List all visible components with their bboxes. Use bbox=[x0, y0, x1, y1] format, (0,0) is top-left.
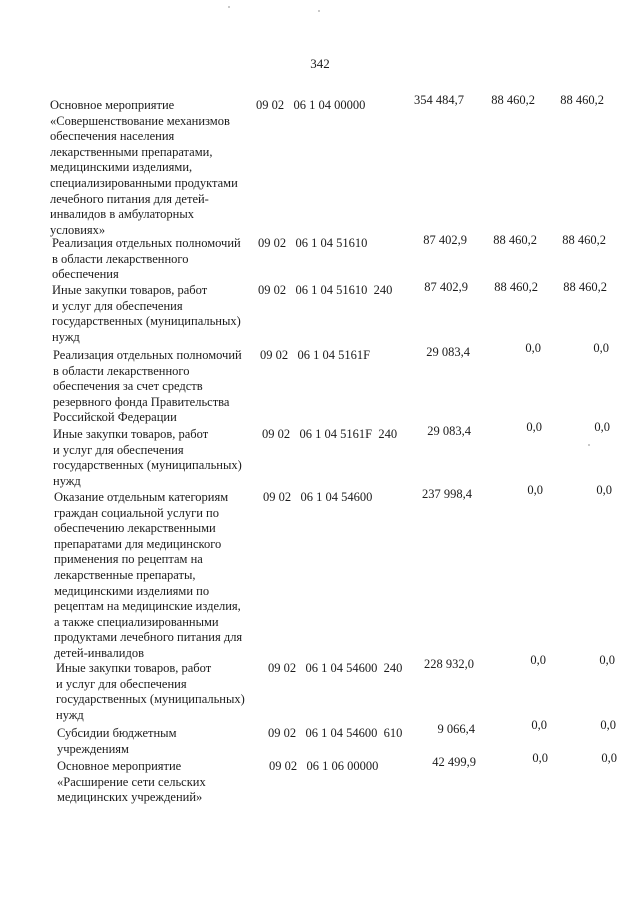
row-code: 09 02 06 1 04 54600 240 bbox=[268, 661, 403, 675]
row-value-1: 354 484,7 bbox=[414, 93, 464, 107]
row-value-2: 0,0 bbox=[526, 420, 542, 434]
row-value-3: 0,0 bbox=[600, 718, 616, 732]
row-description: Иные закупки товаров, работ и услуг для обеспечения государственных (муниципальных) нужд bbox=[56, 661, 245, 722]
row-value-2: 0,0 bbox=[531, 718, 547, 732]
row-value-2: 88 460,2 bbox=[491, 93, 535, 107]
row-value-3: 88 460,2 bbox=[562, 233, 606, 247]
row-description: Реализация отдельных полномочий в области лекарственного обеспечения bbox=[52, 236, 241, 282]
row-value-1: 9 066,4 bbox=[437, 722, 475, 736]
row-value-3: 0,0 bbox=[601, 751, 617, 765]
row-description: Субсидии бюджетным учреждениям bbox=[57, 726, 177, 756]
row-value-1: 87 402,9 bbox=[424, 280, 468, 294]
row-code: 09 02 06 1 04 5161F bbox=[260, 348, 371, 362]
row-code: 09 02 06 1 06 00000 bbox=[269, 759, 379, 773]
row-description: Реализация отдельных полномочий в области лекарственного обеспечения за счет средств резервного фонда Правительства Российской Федерации bbox=[53, 348, 242, 425]
row-value-2: 0,0 bbox=[530, 653, 546, 667]
row-value-3: 88 460,2 bbox=[560, 93, 604, 107]
row-description: Оказание отдельным категориям граждан социальной услуги по обеспечению лекарственными препаратами для медицинского применения по рецептам на лекарственные препараты, медицинскими изделиями по рецептам на медицинские изделия, а также специализированными продуктами лечебного питания для детей-инвалидов bbox=[54, 490, 243, 660]
scan-speck bbox=[588, 444, 590, 446]
row-description: Иные закупки товаров, работ и услуг для обеспечения государственных (муниципальных) нужд bbox=[52, 283, 241, 344]
row-value-1: 237 998,4 bbox=[422, 487, 472, 501]
row-code: 09 02 06 1 04 51610 240 bbox=[258, 283, 393, 297]
row-value-2: 0,0 bbox=[527, 483, 543, 497]
row-value-3: 88 460,2 bbox=[563, 280, 607, 294]
row-description: Иные закупки товаров, работ и услуг для обеспечения государственных (муниципальных) нужд bbox=[53, 427, 242, 488]
row-code: 09 02 06 1 04 51610 bbox=[258, 236, 368, 250]
row-code: 09 02 06 1 04 54600 bbox=[263, 490, 373, 504]
row-value-2: 0,0 bbox=[525, 341, 541, 355]
row-value-1: 87 402,9 bbox=[423, 233, 467, 247]
row-code: 09 02 06 1 04 54600 610 bbox=[268, 726, 403, 740]
row-value-3: 0,0 bbox=[596, 483, 612, 497]
row-value-2: 88 460,2 bbox=[493, 233, 537, 247]
row-value-1: 29 083,4 bbox=[427, 424, 471, 438]
row-value-3: 0,0 bbox=[593, 341, 609, 355]
row-code: 09 02 06 1 04 00000 bbox=[256, 98, 366, 112]
row-value-1: 29 083,4 bbox=[426, 345, 470, 359]
scan-speck bbox=[318, 10, 320, 12]
row-description: Основное мероприятие «Совершенствование механизмов обеспечения населения лекарственными препаратами, медицинскими изделиями, специализированными продуктами лечебного питания для детей- инвалидов в амбулаторных условиях» bbox=[50, 98, 238, 237]
row-value-1: 228 932,0 bbox=[424, 657, 474, 671]
row-value-2: 88 460,2 bbox=[494, 280, 538, 294]
row-value-1: 42 499,9 bbox=[432, 755, 476, 769]
row-value-3: 0,0 bbox=[599, 653, 615, 667]
row-value-2: 0,0 bbox=[532, 751, 548, 765]
scan-speck bbox=[228, 6, 230, 8]
row-value-3: 0,0 bbox=[594, 420, 610, 434]
page-number: 342 bbox=[310, 56, 330, 71]
row-code: 09 02 06 1 04 5161F 240 bbox=[262, 427, 398, 441]
row-description: Основное мероприятие «Расширение сети сельских медицинских учреждений» bbox=[57, 759, 206, 805]
